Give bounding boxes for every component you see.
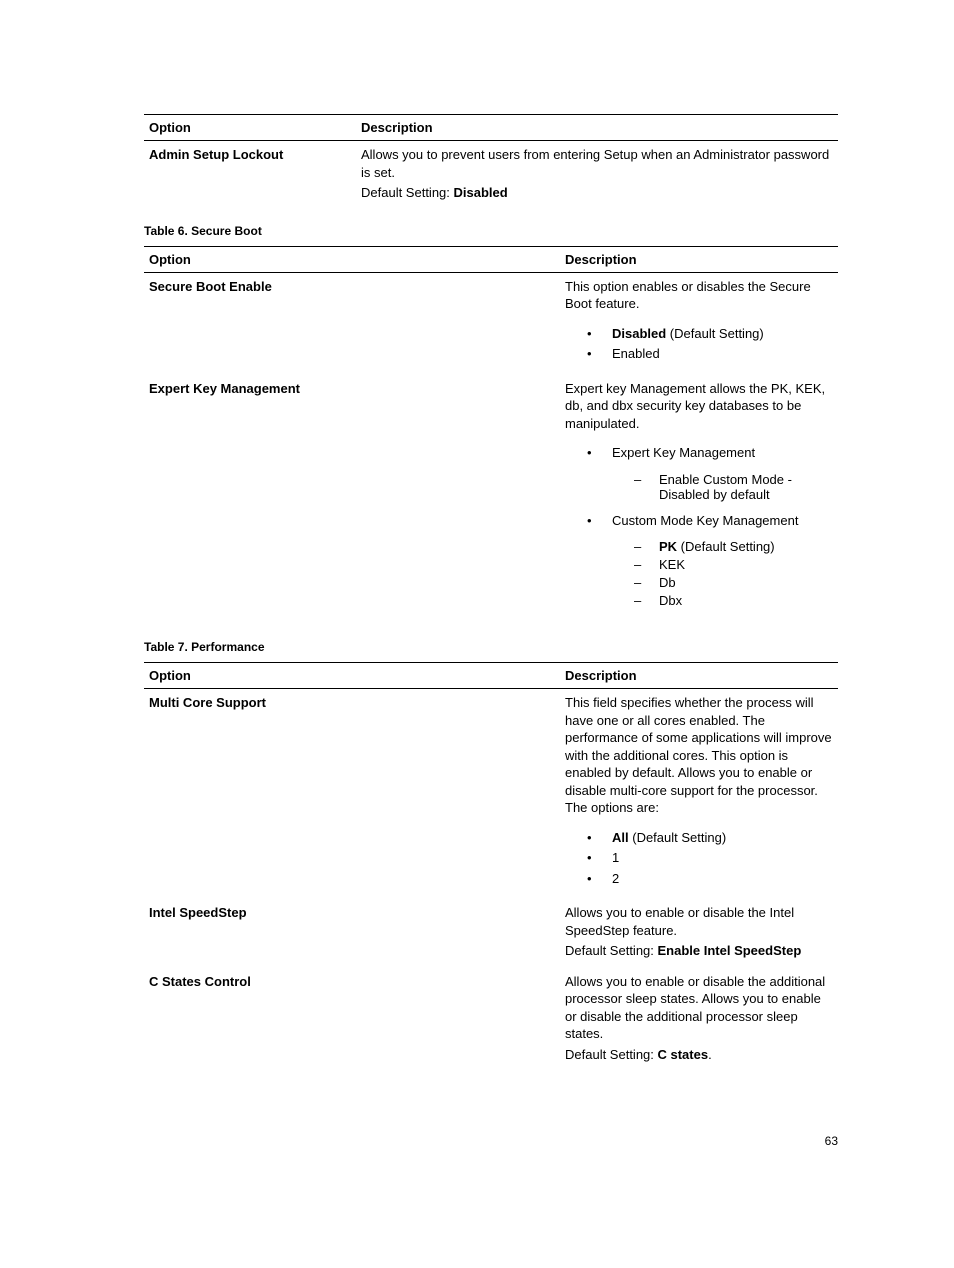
list-item: • 2 <box>587 870 833 888</box>
table-row <box>144 899 838 968</box>
option-description: Allows you to enable or disable the Intel SpeedStep feature. <box>565 905 795 938</box>
column-header-option: Option <box>144 663 560 689</box>
option-description: Allows you to prevent users from entering Setup when an Administrator password is set. <box>361 147 830 180</box>
list-item: • Disabled (Default Setting) <box>587 325 833 343</box>
option-description-cell <box>560 375 838 627</box>
default-value: Disabled <box>453 185 508 200</box>
column-header-description: Description <box>560 663 838 689</box>
option-name: Multi Core Support <box>149 695 266 710</box>
bullet-list <box>565 829 833 888</box>
bullet-list <box>565 444 833 608</box>
list-item: • Custom Mode Key Management – PK (Default Setting) – KEK – Db – Dbx <box>587 512 833 609</box>
list-item: • All (Default Setting) <box>587 829 833 847</box>
option-name: Expert Key Management <box>149 380 300 396</box>
dash-list <box>612 539 833 608</box>
table-row <box>144 689 838 900</box>
column-header-option: Option <box>144 115 356 141</box>
option-description-cell <box>560 899 838 968</box>
dash-list <box>612 472 833 502</box>
option-description: This option enables or disables the Secure Boot feature. <box>565 278 811 311</box>
option-description: Expert key Management allows the PK, KEK, db, and dbx security key databases to be manipulated. <box>565 380 826 431</box>
list-item: • Expert Key Management – Enable Custom Mode - Disabled by default <box>587 444 833 502</box>
default-setting: Default Setting: Enable Intel SpeedStep <box>565 943 802 958</box>
secure-boot-table <box>144 246 838 627</box>
document-page <box>144 114 838 1071</box>
option-description-cell <box>560 272 838 375</box>
table-caption: Table 6. Secure Boot <box>144 223 262 238</box>
table-row <box>144 272 838 375</box>
column-header-option: Option <box>144 246 560 272</box>
column-header-description: Description <box>356 115 838 141</box>
option-description: Allows you to enable or disable the additional processor sleep states. Allows you to enable or disable the additional processor sleep states. <box>565 973 826 1041</box>
list-item: • 1 <box>587 849 833 867</box>
table-row <box>144 141 838 210</box>
list-item: – PK (Default Setting) <box>634 539 833 554</box>
admin-options-table <box>144 114 838 210</box>
column-header-description: Description <box>560 246 838 272</box>
list-item: – Enable Custom Mode - Disabled by default <box>634 472 833 502</box>
default-setting <box>361 184 833 202</box>
option-name: C States Control <box>149 973 251 989</box>
option-description-cell <box>560 689 838 900</box>
option-description: This field specifies whether the process will have one or all cores enabled. The performance of some applications will improve with the additional cores. This option is enabled by default. Allows you to enable or disable multi-core support for the processor. The options are: <box>565 695 832 815</box>
performance-table <box>144 662 838 1071</box>
table-caption: Table 7. Performance <box>144 640 265 654</box>
bullet-list <box>565 325 833 363</box>
option-name: Intel SpeedStep <box>149 905 247 920</box>
default-setting: Default Setting: C states. <box>565 1046 712 1062</box>
list-item: • Enabled <box>587 345 833 363</box>
list-item: – KEK <box>634 557 833 572</box>
option-name: Secure Boot Enable <box>149 278 272 294</box>
option-name: Admin Setup Lockout <box>149 147 284 162</box>
table-row <box>144 375 838 627</box>
table-row <box>144 968 838 1072</box>
list-item: – Db <box>634 575 833 590</box>
page-number: 63 <box>824 1134 838 1148</box>
option-description-cell <box>356 141 838 210</box>
default-label: Default Setting: <box>361 185 454 200</box>
option-description-cell <box>560 968 838 1072</box>
list-item: – Dbx <box>634 593 833 608</box>
